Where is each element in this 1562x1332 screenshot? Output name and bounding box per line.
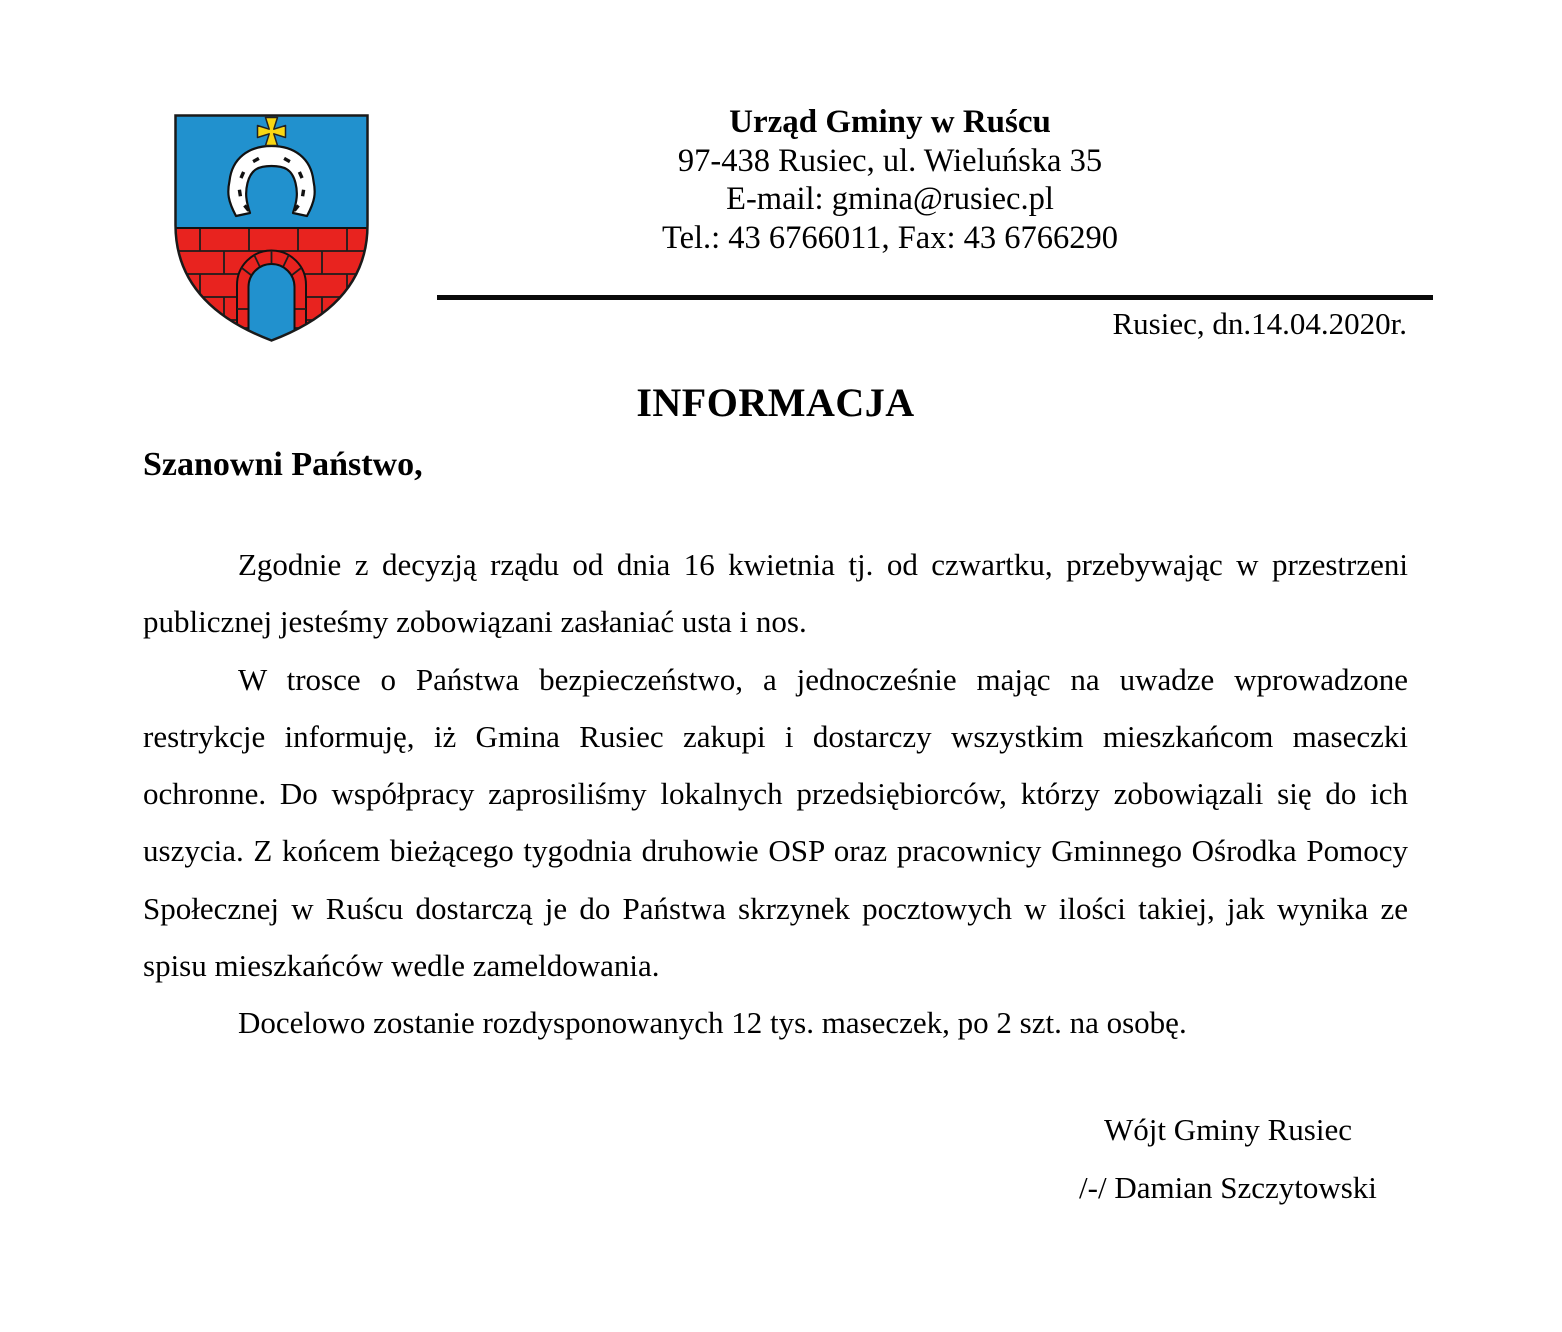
signature-name: /-/ Damian Szczytowski — [1079, 1170, 1377, 1205]
body-paragraph: Docelowo zostanie rozdysponowanych 12 tys. maseczek, po 2 szt. na osobę. — [238, 1005, 1187, 1041]
dateline: Rusiec, dn.14.04.2020r. — [1112, 306, 1407, 341]
signature-block — [948, 1101, 1508, 1217]
header-divider-line — [437, 295, 1433, 300]
salutation: Szanowni Państwo, — [143, 446, 423, 483]
office-phone-fax: Tel.: 43 6766011, Fax: 43 6766290 — [661, 219, 1118, 256]
letterhead — [355, 103, 1425, 257]
signature-role: Wójt Gminy Rusiec — [1104, 1112, 1352, 1147]
body-paragraph: W trosce o Państwa bezpieczeństwo, a jednocześnie mając na uwadze wprowadzone restrykcje informuję, iż Gmina Rusiec zakupi i dostarczy wszystkim mieszkańcom maseczki ochronne. Do współpracy zaprosiliśmy lokalnych przedsiębiorców, którzy zobowiązali się do ich uszycia. Z końcem bieżącego tygodnia druhowie OSP oraz pracownicy Gminnego Ośrodka Pomocy Społecznej w Ruścu dostarczą je do Państwa skrzynek pocztowych w ilości takiej, jak wynika ze spisu mieszkańców wedle zameldowania. — [143, 661, 1408, 984]
body-paragraph: Zgodnie z decyzją rządu od dnia 16 kwietnia tj. od czwartku, przebywając w przestrzeni publicznej jesteśmy zobowiązani zasłaniać usta i nos. — [143, 547, 1408, 640]
coat-of-arms-icon — [173, 113, 370, 343]
office-name: Urząd Gminy w Ruścu — [729, 104, 1051, 140]
office-address: 97-438 Rusiec, ul. Wieluńska 35 — [677, 142, 1103, 179]
document-body — [143, 536, 1408, 1052]
office-email: E-mail: gmina@rusiec.pl — [726, 181, 1054, 217]
document-title: INFORMACJA — [636, 380, 915, 425]
